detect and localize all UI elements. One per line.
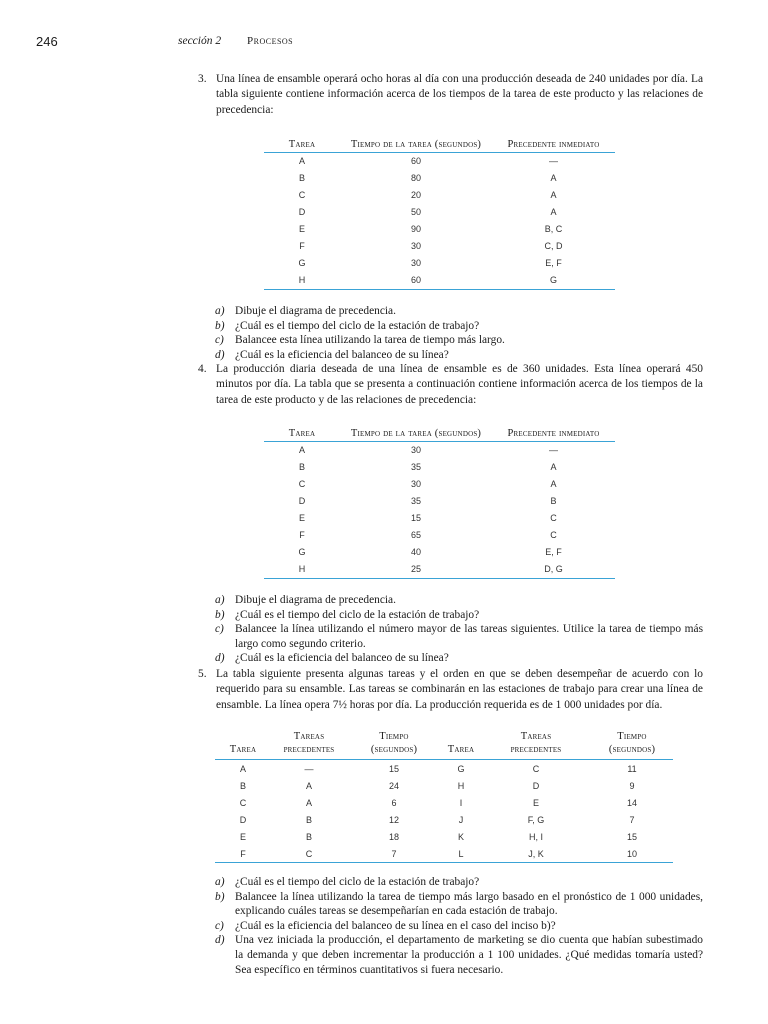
table-cell: E, F [545, 547, 562, 557]
sub-question [215, 608, 703, 623]
table-cell: 25 [340, 561, 492, 579]
section-title: Procesos [247, 35, 294, 47]
table-row [264, 152, 615, 170]
table-cell: B [305, 831, 312, 842]
sub-question [215, 593, 703, 608]
table-header-row [215, 728, 673, 743]
sub-question-label: a) [215, 594, 225, 606]
table-cell: 30 [410, 479, 421, 489]
table-cell: H [264, 561, 340, 579]
sub-question [215, 919, 703, 934]
table-cell: 60 [340, 272, 492, 290]
sub-question-text: ¿Cuál es la eficiencia del balanceo de su línea en el caso del inciso b)? [235, 919, 556, 932]
table-cell: C [298, 190, 306, 200]
table-cell: A [550, 207, 557, 217]
table-row [215, 777, 673, 794]
table-cell: 30 [410, 241, 421, 251]
sub-question-label: a) [215, 305, 225, 317]
table-cell: C [298, 479, 306, 489]
column-header: (segundos) [591, 743, 673, 760]
table-row [215, 794, 673, 811]
table-cell: D [239, 814, 247, 825]
sub-question-text: Dibuje el diagrama de precedencia. [235, 305, 396, 317]
table-cell: G [492, 272, 615, 290]
sub-question-label: d) [215, 652, 225, 665]
table-row [215, 811, 673, 828]
sub-question [215, 348, 703, 363]
table-cell: E [298, 224, 305, 234]
table-row [264, 561, 615, 579]
sub-question [215, 933, 703, 977]
sub-question [215, 622, 703, 651]
table-cell: D, G [492, 561, 615, 579]
table-header-row [264, 138, 615, 152]
table-cell: C [550, 513, 557, 523]
sub-question-text: ¿Cuál es la eficiencia del balanceo de su línea? [235, 348, 449, 361]
sub-question-text: Una vez iniciada la producción, el departamento de marketing se dio cuenta que habían subestimado la demanda y que deben incrementar la producción a 1 100 unidades. ¿Qué medidas tomaría usted? Sea específico en términos cuantitativos si fuera necesario. [235, 934, 703, 976]
table-cell: G [298, 258, 306, 268]
table-cell: A [550, 462, 557, 472]
table-cell: A [305, 797, 312, 808]
table-cell: A [550, 190, 557, 200]
table-cell: — [549, 445, 558, 455]
table-cell: 10 [591, 845, 673, 863]
table-cell: C [532, 763, 540, 774]
column-header: Tareas [520, 731, 552, 742]
sub-question [215, 651, 703, 666]
table-cell: 15 [388, 763, 399, 774]
table-row [215, 760, 673, 778]
table-cell: F [215, 845, 271, 863]
column-header: Tarea [264, 427, 340, 441]
page-number: 246 [36, 34, 58, 49]
sub-question-label: b) [215, 890, 225, 903]
table-cell: D [298, 496, 306, 506]
table-row [264, 476, 615, 493]
task-table-4 [264, 427, 615, 579]
table-cell: 18 [388, 831, 399, 842]
table-header-row [264, 427, 615, 441]
table-row [264, 170, 615, 187]
table-cell: B [305, 814, 312, 825]
table-row [264, 204, 615, 221]
sub-question [215, 333, 703, 348]
column-header: Precedente inmediato [492, 427, 615, 441]
problem-5-questions [215, 875, 703, 977]
table-cell: 6 [391, 797, 397, 808]
problem-3-questions [215, 304, 703, 362]
table-cell: F [299, 530, 305, 540]
column-header: Tareas [293, 731, 325, 742]
column-header [215, 728, 271, 743]
table-row [264, 527, 615, 544]
table-cell: 12 [388, 814, 399, 825]
table-cell: — [549, 156, 558, 166]
table-cell: 24 [388, 780, 399, 791]
sub-question-text: ¿Cuál es el tiempo del ciclo de la estación de trabajo? [235, 319, 480, 332]
table-cell: B [239, 780, 246, 791]
sub-question-label: d) [215, 934, 225, 947]
table-cell: A [305, 780, 312, 791]
column-header [441, 728, 481, 743]
table-cell: E [532, 797, 539, 808]
task-table-5 [215, 728, 673, 863]
table-cell: 35 [410, 496, 421, 506]
column-header: Precedente inmediato [492, 138, 615, 152]
sub-question-text: Balancee esta línea utilizando la tarea de tiempo más largo. [235, 334, 505, 347]
table-cell: J, K [481, 845, 591, 863]
table-header-row [215, 743, 673, 760]
table-cell: C [271, 845, 347, 863]
table-cell: G [457, 763, 465, 774]
table-cell: H [264, 272, 340, 290]
table-cell: F [299, 241, 305, 251]
sub-question-label: b) [215, 608, 225, 621]
table-cell: 15 [626, 831, 637, 842]
table-cell: 90 [410, 224, 421, 234]
section-label: sección 2 [178, 35, 222, 47]
column-header: Tiempo [617, 731, 647, 742]
column-header: Tiempo [379, 731, 409, 742]
table-cell: H, I [528, 831, 543, 842]
table-cell: 7 [347, 845, 441, 863]
table-cell: C [550, 530, 557, 540]
sub-question-label: d) [215, 348, 225, 361]
table-cell: C [239, 797, 247, 808]
column-header: Tiempo de la tarea (segundos) [340, 138, 492, 152]
problem-number: 5. [198, 668, 207, 680]
column-header: Tiempo de la tarea (segundos) [340, 427, 492, 441]
table-cell: B [298, 173, 305, 183]
sub-question-text: ¿Cuál es la eficiencia del balanceo de su línea? [235, 652, 449, 665]
problem-number: 4. [198, 363, 207, 375]
column-header: Tarea [215, 743, 271, 760]
table-cell: G [298, 547, 306, 557]
page-header [0, 34, 768, 54]
table-row [264, 221, 615, 238]
problem-number: 3. [198, 73, 207, 85]
table-cell: — [304, 763, 314, 774]
table-cell: C, D [544, 241, 563, 251]
table-cell: A [239, 763, 246, 774]
sub-question-label: c) [215, 623, 224, 636]
column-header: precedentes [481, 743, 591, 760]
table-cell: L [441, 845, 481, 863]
table-row [264, 255, 615, 272]
table-cell: A [298, 445, 305, 455]
table-cell: E, F [545, 258, 562, 268]
table-cell: 20 [410, 190, 421, 200]
sub-question [215, 875, 703, 890]
sub-question-text: ¿Cuál es el tiempo del ciclo de la estación de trabajo? [235, 608, 480, 621]
table-cell: 35 [410, 462, 421, 472]
table-cell: 80 [410, 173, 421, 183]
table-cell: A [298, 156, 305, 166]
sub-question-text: Balancee la línea utilizando el número mayor de las tareas siguientes. Utilice la tarea de tiempo más largo como segundo criterio. [235, 623, 703, 650]
sub-question-label: c) [215, 919, 224, 932]
problem-text: Una línea de ensamble operará ocho horas al día con una producción deseada de 240 unidades por día. La tabla siguiente contiene información acerca de los tiempos de la tarea de este producto y las relaciones de precedencia: [216, 73, 703, 116]
table-cell: 65 [410, 530, 421, 540]
sub-question-label: c) [215, 334, 224, 347]
table-row [264, 459, 615, 476]
table-row [264, 187, 615, 204]
table-cell: B [550, 496, 557, 506]
table-cell: 40 [410, 547, 421, 557]
column-header: Tarea [264, 138, 340, 152]
problem-5 [198, 667, 703, 713]
table-cell: 60 [410, 156, 421, 166]
sub-question-label: b) [215, 319, 225, 332]
sub-question-label: a) [215, 876, 225, 888]
table-row [264, 441, 615, 459]
sub-question [215, 304, 703, 319]
table-cell: 15 [410, 513, 421, 523]
column-header: (segundos) [347, 743, 441, 760]
sub-question [215, 319, 703, 334]
table-row [215, 828, 673, 845]
sub-question-text: Balancee la línea utilizando la tarea de tiempo más largo basado en el pronóstico de 1 000 unidades, explicando cuáles tareas se desempeñarían en cada estación de trabajo. [235, 890, 703, 918]
table-cell: 9 [629, 780, 635, 791]
table-cell: H [457, 780, 465, 791]
table-cell: 30 [410, 445, 421, 455]
table-cell: A [550, 173, 557, 183]
table-cell: J [458, 814, 464, 825]
table-row [264, 510, 615, 527]
table-cell: 7 [629, 814, 635, 825]
table-cell: D [532, 780, 540, 791]
column-header: precedentes [271, 743, 347, 760]
table-row [264, 272, 615, 290]
table-cell: I [459, 797, 463, 808]
table-cell: A [550, 479, 557, 489]
column-header: Tarea [441, 743, 481, 760]
table-row [264, 238, 615, 255]
table-cell: 30 [410, 258, 421, 268]
table-cell: 14 [626, 797, 637, 808]
table-cell: B [298, 462, 305, 472]
table-cell: K [457, 831, 464, 842]
problem-3 [198, 72, 703, 118]
table-cell: E [298, 513, 305, 523]
problem-text: La tabla siguiente presenta algunas tareas y el orden en que se deben desempeñar de acuerdo con lo requerido para su ensamble. Las tareas se combinarán en las estaciones de trabajo para crear una línea de ensamble. La línea opera 7½ horas por día. La producción requerida es de 1 000 unidades por día. [216, 668, 703, 711]
table-row [215, 845, 673, 863]
sub-question [215, 890, 703, 919]
table-cell: F, G [527, 814, 545, 825]
table-cell: E [239, 831, 246, 842]
table-cell: 11 [627, 763, 637, 774]
problem-text: La producción diaria deseada de una línea de ensamble es de 360 unidades. Esta línea operará 450 minutos por día. La tabla que se presenta a continuación contiene información acerca de los tiempos de la tarea de este producto y de las relaciones de precedencia: [216, 363, 703, 406]
problem-4 [198, 362, 703, 408]
table-cell: 50 [410, 207, 421, 217]
table-cell: B, C [544, 224, 563, 234]
task-table-3 [264, 138, 615, 290]
table-row [264, 493, 615, 510]
sub-question-text: ¿Cuál es el tiempo del ciclo de la estación de trabajo? [235, 876, 480, 888]
table-cell: D [298, 207, 306, 217]
sub-question-text: Dibuje el diagrama de precedencia. [235, 594, 396, 606]
table-row [264, 544, 615, 561]
problem-4-questions [215, 593, 703, 666]
